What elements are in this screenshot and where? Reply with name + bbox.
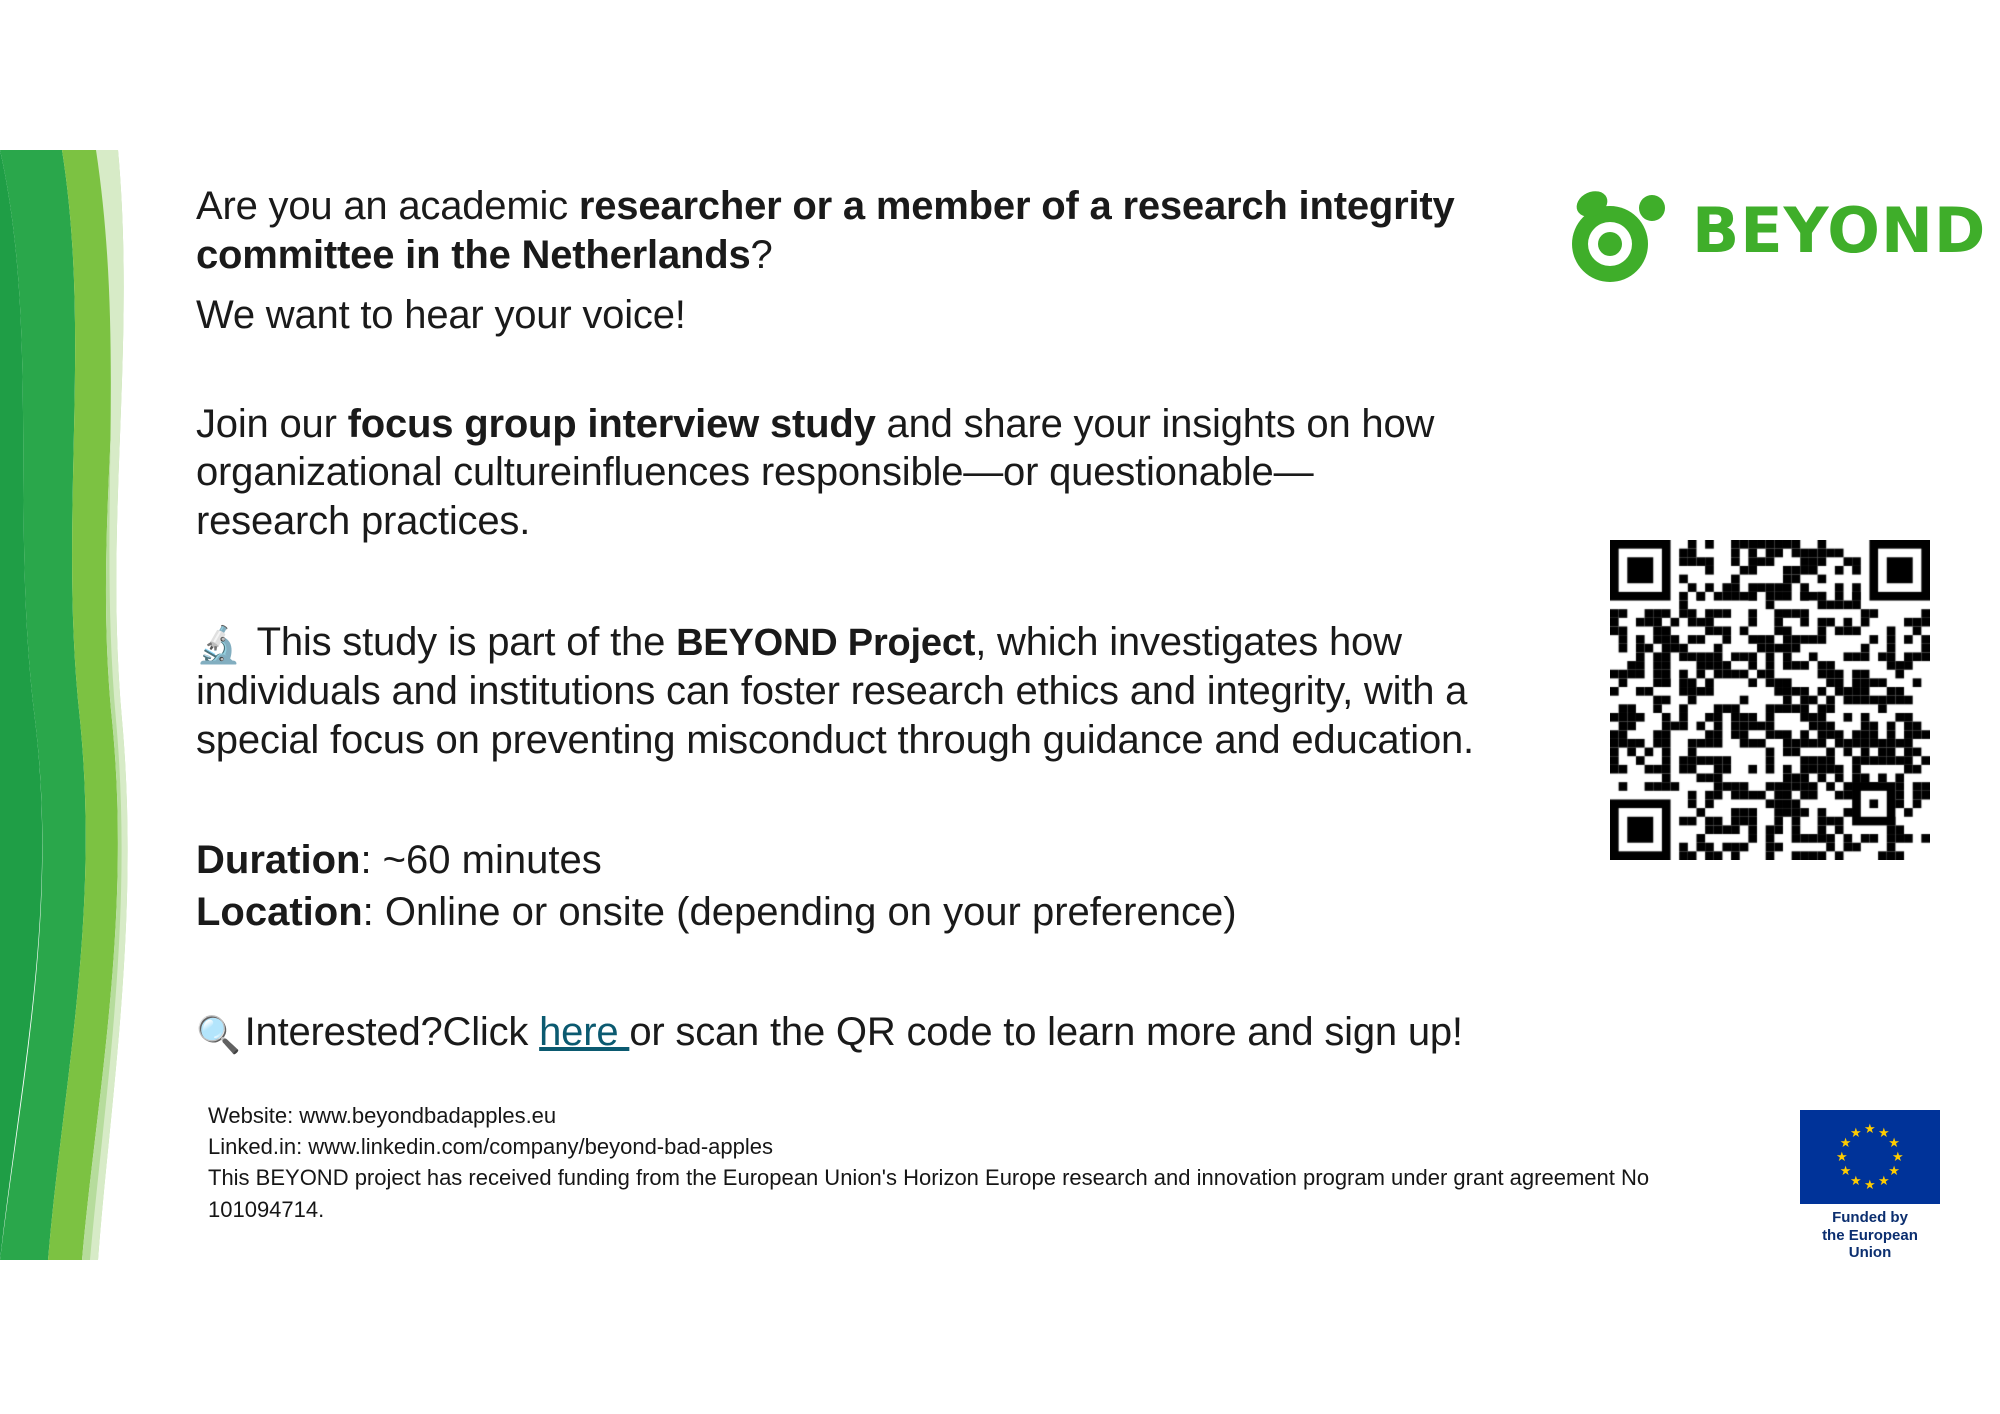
eu-star: ★ xyxy=(1878,1124,1890,1140)
signup-link[interactable]: here xyxy=(539,1010,630,1055)
duration-label: Duration xyxy=(196,838,361,883)
headline-part-2: ? xyxy=(750,232,773,277)
eu-star: ★ xyxy=(1850,1124,1862,1140)
footer-linkedin: Linked.in: www.linkedin.com/company/beyond-bad-apples xyxy=(208,1134,773,1160)
beyond-logo xyxy=(1552,186,1987,286)
invitation-paragraph xyxy=(196,400,1466,546)
logistics xyxy=(196,834,1526,938)
headline xyxy=(196,182,1526,280)
green-wave-ribbon xyxy=(0,0,160,1414)
study-part-1: This study is part of the xyxy=(256,619,677,664)
subheadline: We want to hear your voice! xyxy=(196,292,686,337)
location-label: Location xyxy=(196,890,363,935)
study-part-2: , which investigates how individuals and institutions can foster research ethics and integrity, with a special focus on preventing misconduct through guidance and education. xyxy=(196,619,1474,762)
eu-star: ★ xyxy=(1878,1173,1890,1189)
invitation-part-2: and share your insights on how organizational cultureinfluences responsible—or questionable— research practices. xyxy=(196,401,1435,544)
eu-star: ★ xyxy=(1888,1135,1900,1150)
eu-star: ★ xyxy=(1864,1177,1876,1192)
beyond-wordmark: BEYOND xyxy=(1692,194,1987,267)
study-paragraph xyxy=(196,618,1566,765)
green-apple-icon xyxy=(1552,186,1687,286)
magnifying-glass-icon: 🔍 xyxy=(196,1014,241,1056)
eu-star: ★ xyxy=(1864,1121,1876,1136)
call-to-action xyxy=(196,1008,1526,1057)
eu-star: ★ xyxy=(1839,1135,1852,1150)
eu-caption-line-1: Funded by xyxy=(1832,1209,1908,1226)
footer-block xyxy=(208,1100,1668,1225)
location-value: : Online or onsite (depending on your preference) xyxy=(362,890,1237,935)
qr-code[interactable] xyxy=(1610,540,1930,860)
footer-funding: This BEYOND project has received funding from the European Union's Horizon Europe research and innovation program under grant agreement No 101094714. xyxy=(208,1165,1650,1222)
eu-star: ★ xyxy=(1888,1163,1900,1178)
headline-part-1: Are you an academic xyxy=(196,184,579,228)
microscope-icon: 🔬 xyxy=(196,623,241,665)
cta-part-2: or scan the QR code to learn more and sign up! xyxy=(629,1010,1463,1055)
footer-website: Website: www.beyondbadapples.eu xyxy=(208,1103,557,1128)
flyer-body xyxy=(196,182,1526,1057)
location-row xyxy=(196,886,1526,938)
duration-value: : ~60 minutes xyxy=(360,838,602,883)
eu-caption xyxy=(1800,1209,1940,1262)
eu-star: ★ xyxy=(1850,1173,1862,1189)
study-project-name: BEYOND Project xyxy=(676,621,976,664)
eu-star: ★ xyxy=(1892,1149,1904,1164)
eu-funding-badge xyxy=(1800,1110,1940,1262)
headline-bold: researcher or a member of a research integrity committee in the Netherlands xyxy=(196,184,1455,277)
qr-code-canvas[interactable] xyxy=(1610,540,1930,860)
invitation-bold: focus group interview study xyxy=(347,401,876,446)
eu-flag-icon xyxy=(1800,1110,1940,1204)
cta-part-1: Interested?Click xyxy=(244,1010,540,1055)
invitation-part-1: Join our xyxy=(196,401,348,446)
eu-caption-line-2: the European Union xyxy=(1822,1226,1918,1262)
duration-row xyxy=(196,834,1526,886)
eu-star: ★ xyxy=(1839,1163,1852,1178)
eu-star: ★ xyxy=(1836,1149,1848,1164)
